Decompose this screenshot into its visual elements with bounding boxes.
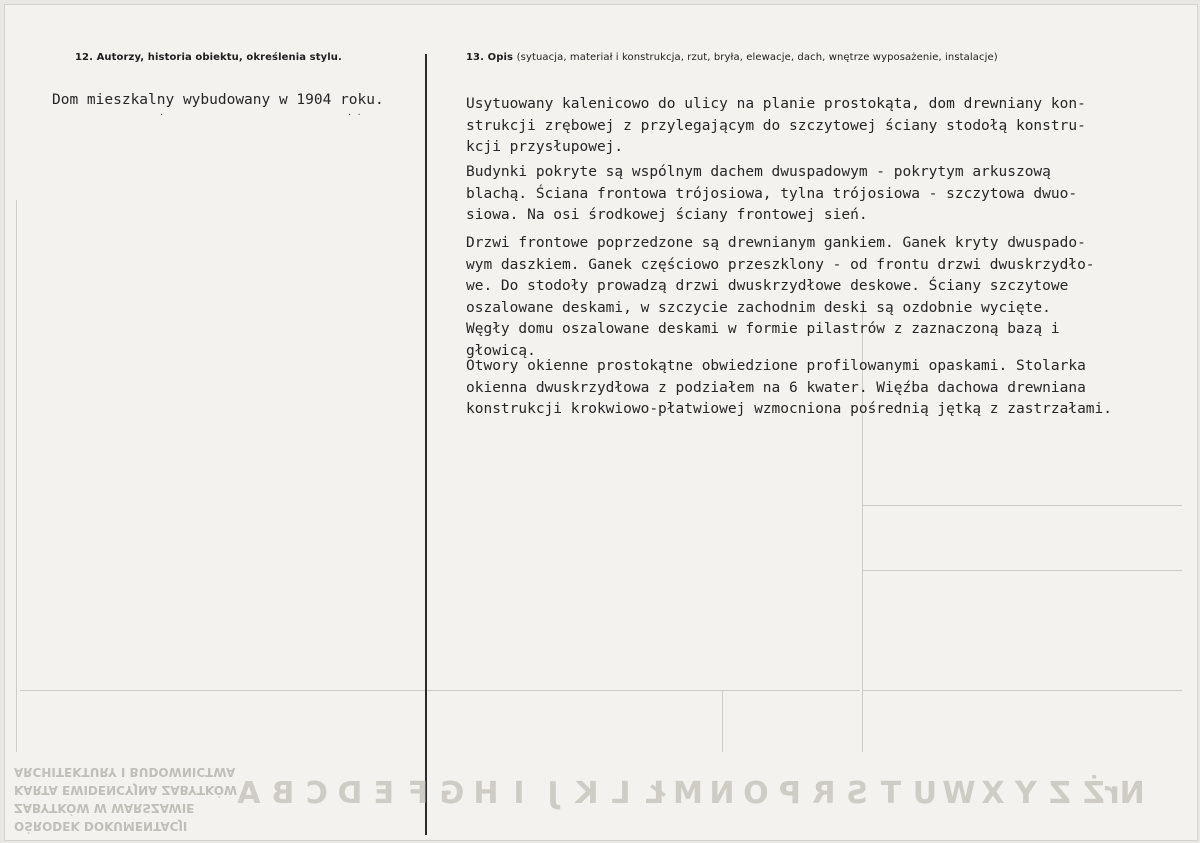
index-letter: U <box>912 776 938 811</box>
index-letter: S <box>846 776 869 811</box>
description-line: we. Do stodoły prowadzą drzwi dwuskrzydłowe deskowe. Ściany szczytowe <box>466 278 1069 294</box>
description-line: siowa. Na osi środkowej ściany frontowej sień. <box>466 207 868 223</box>
index-letter: D <box>337 776 363 811</box>
description-line: strukcji zrębowej z przylegającym do szczytowej ściany stodołą konstru- <box>466 117 1086 134</box>
index-letter: P <box>778 776 801 811</box>
index-letter: I <box>513 776 525 811</box>
description-line: głowicą. <box>466 342 536 359</box>
ghost-rule <box>862 690 1182 691</box>
index-letter: Y <box>1015 776 1038 811</box>
index-letter: J <box>547 776 559 811</box>
index-letter: A <box>237 776 261 811</box>
description-paragraph <box>466 94 1086 159</box>
column-divider <box>425 54 427 835</box>
index-letter: X <box>980 776 1004 811</box>
institution-stamp <box>14 755 238 835</box>
stamp-line: ARCHITEKTURY I BUDOWNICTWA <box>14 765 236 779</box>
stamp-line: KARTA EWIDENCYJNA ZABYTKÓW <box>14 783 238 797</box>
stamp-line: OŚRODEK DOKUMENTACJI <box>14 819 188 833</box>
index-letter-strip <box>232 772 1145 816</box>
section-12-title: 12. Autorzy, historia obiektu, określenia stylu. <box>75 52 342 63</box>
index-letter: M <box>673 776 704 811</box>
index-letter: Nr <box>1104 776 1145 811</box>
description-paragraph <box>466 356 1112 421</box>
description-line: blachą. Ściana frontowa trójosiowa, tylna trójosiowa - szczytowa dwuo- <box>466 185 1078 202</box>
description-line: kcji przysłupowej. <box>466 139 624 155</box>
index-letter: F <box>407 776 429 811</box>
index-letter: W <box>942 776 976 811</box>
ghost-rule <box>16 200 17 752</box>
index-letter: C <box>305 776 328 811</box>
index-letter: R <box>811 776 835 811</box>
index-letter: L <box>611 776 631 811</box>
description-paragraph <box>466 162 1077 227</box>
index-letter: T <box>880 776 902 811</box>
index-letter: O <box>743 776 769 811</box>
stray-marks: · · <box>348 110 361 121</box>
ghost-rule <box>20 690 860 691</box>
section-13-title: 13. Opis (sytuacja, materiał i konstrukcja, rzut, bryła, elewacje, dach, wnętrze wyposażenie, instalacje) <box>466 52 998 63</box>
description-line: Budynki pokryte są wspólnym dachem dwuspadowym - pokrytym arkuszową <box>466 164 1051 180</box>
description-line: Usytuowany kalenicowo do ulicy na planie prostokąta, dom drewniany kon- <box>466 96 1086 112</box>
description-line: Węgły domu oszalowane deskami w formie pilastrów z zaznaczoną bazą i <box>466 321 1060 337</box>
description-line: oszalowane deskami, w szczycie zachodnim deski są ozdobnie wycięte. <box>466 299 1051 316</box>
index-letter: K <box>575 776 599 811</box>
description-line: okienna dwuskrzydłowa z podziałem na 6 kwater. Więźba dachowa drewniana <box>466 379 1086 396</box>
ghost-rule <box>722 690 723 752</box>
description-line: Drzwi frontowe poprzedzone są drewnianym gankiem. Ganek kryty dwuspado- <box>466 235 1086 251</box>
index-letter: Z <box>1049 776 1071 811</box>
index-letter: N <box>709 776 735 811</box>
index-letter: Ż <box>1082 776 1105 811</box>
section-12-text: Dom mieszkalny wybudowany w 1904 roku. <box>52 92 384 108</box>
section-13-subtitle: (sytuacja, materiał i konstrukcja, rzut, bryła, elewacje, dach, wnętrze wyposażenie, instalacje) <box>516 52 998 63</box>
description-line: Otwory okienne prostokątne obwiedzione profilowanymi opaskami. Stolarka <box>466 358 1086 374</box>
index-letter: Ł <box>644 776 665 811</box>
index-letter: G <box>439 776 464 811</box>
description-line: konstrukcji krokwiowo-płatwiowej wzmocniona pośrednią jętką z zastrzałami. <box>466 401 1113 417</box>
ghost-rule <box>862 505 1182 506</box>
description-paragraph <box>466 233 1095 362</box>
index-letter: B <box>271 776 295 811</box>
stamp-line: ZABYTKÓW W WARSZAWIE <box>14 801 195 815</box>
index-letter: E <box>373 776 395 811</box>
ghost-rule <box>862 570 1182 571</box>
description-line: wym daszkiem. Ganek częściowo przeszklony - od frontu drzwi dwuskrzydło- <box>466 256 1095 273</box>
index-letter: H <box>472 776 499 811</box>
stray-marks: · <box>160 110 164 121</box>
